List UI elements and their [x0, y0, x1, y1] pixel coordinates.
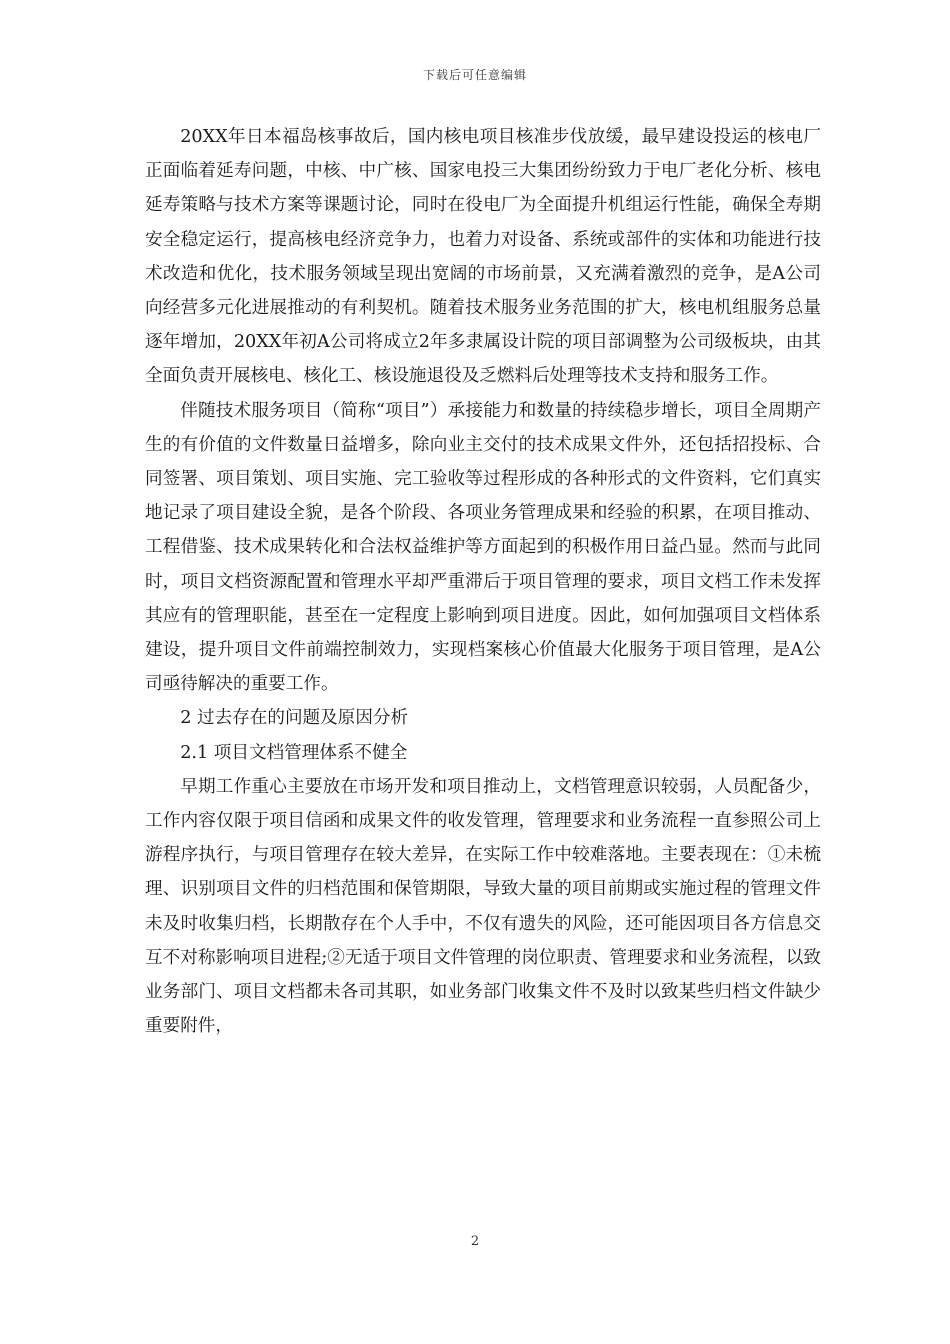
- paragraph-background: 20XX年日本福岛核事故后，国内核电项目核准步伐放缓，最早建设投运的核电厂正面临着延寿问题，中核、中广核、国家电投三大集团纷纷致力于电厂老化分析、核电延寿策略与技术方案等课题讨论，同时在役电厂为全面提升机组运行性能，确保全寿期安全稳定运行，提高核电经济竞争力，也着力对设备、系统或部件的实体和功能进行技术改造和优化，技术服务领域呈现出宽阔的市场前景，又充满着激烈的竞争，是A公司向经营多元化进展推动的有利契机。随着技术服务业务范围的扩大，核电机组服务总量逐年增加，20XX年初A公司将成立2年多隶属设计院的项目部调整为公司级板块，由其全面负责开展核电、核化工、核设施退役及乏燃料后处理等技术支持和服务工作。: [145, 127, 821, 387]
- section-heading: 2 过去存在的问题及原因分析: [180, 708, 409, 729]
- page-number: 2: [470, 1234, 480, 1249]
- page-header: 下载后可任意编辑: [422, 68, 527, 82]
- subsection-heading: 2.1 项目文档管理体系不健全: [180, 742, 408, 763]
- document-body: [145, 120, 821, 1043]
- paragraph-project-documents: 伴随技术服务项目（简称“项目”）承接能力和数量的持续稳步增长，项目全周期产生的有价值的文件数量日益增多，除向业主交付的技术成果文件外，还包括招投标、合同签署、项目策划、项目实施、完工验收等过程形成的各种形式的文件资料，它们真实地记录了项目建设全貌，是各个阶段、各项业务管理成果和经验的积累，在项目推动、工程借鉴、技术成果转化和合法权益维护等方面起到的积极作用日益凸显。然而与此同时，项目文档资源配置和管理水平却严重滞后于项目管理的要求，项目文档工作未发挥其应有的管理职能，甚至在一定程度上影响到项目进度。因此，如何加强项目文档体系建设，提升项目文件前端控制效力，实现档案核心价值最大化服务于项目管理，是A公司亟待解决的重要工作。: [145, 400, 821, 695]
- paragraph-problems: 早期工作重心主要放在市场开发和项目推动上，文档管理意识较弱，人员配备少，工作内容仅限于项目信函和成果文件的收发管理，管理要求和业务流程一直参照公司上游程序执行，与项目管理存在较大差异，在实际工作中较难落地。主要表现在：①未梳理、识别项目文件的归档范围和保管期限，导致大量的项目前期或实施过程的管理文件未及时收集归档，长期散存在个人手中，不仅有遗失的风险，还可能因项目各方信息交互不对称影响项目进程;②无适于项目文件管理的岗位职责、管理要求和业务流程，以致业务部门、项目文档都未各司其职，如业务部门收集文件不及时以致某些归档文件缺少重要附件，: [145, 776, 821, 1037]
